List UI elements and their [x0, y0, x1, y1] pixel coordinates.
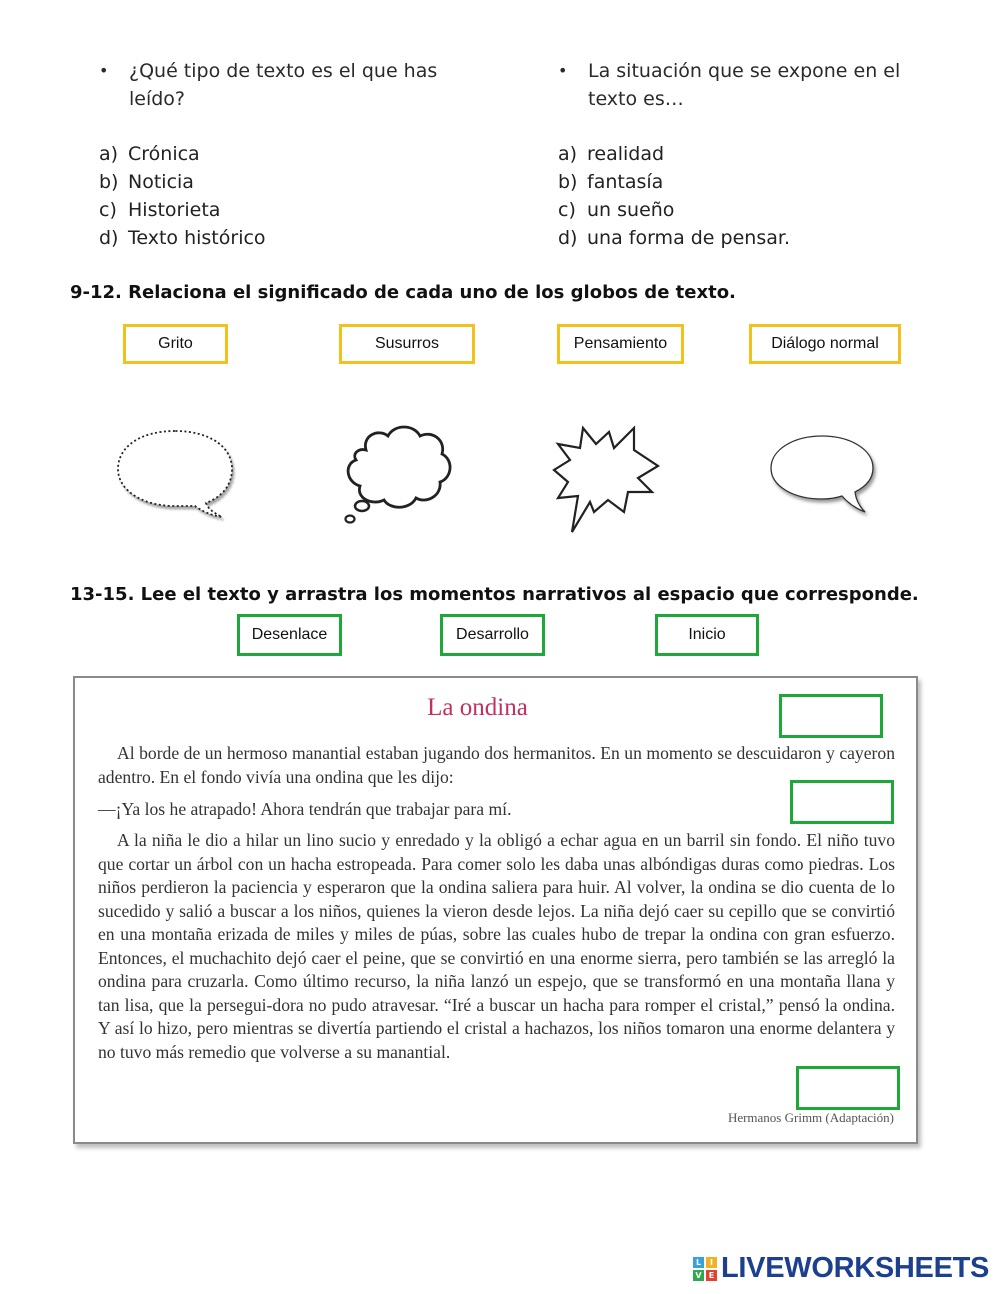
- drop-zone-3[interactable]: [796, 1066, 900, 1110]
- speech-balloon-icon: [765, 432, 880, 522]
- bullet-icon: •: [558, 61, 568, 80]
- drop-zone-1[interactable]: [779, 694, 883, 738]
- story-paragraph-2: A la niña le dio a hilar un lino sucio y enredado y la obligó a echar agua en un barril sin fondo. El niño tuvo que cortar un árbol con un hacha estropeada. Para comer solo les daba unas albóndigas duras como piedras. Los niños perdieron la paciencia y esperaron que la ondina saliera para huir. Al volver, la ondina se dio cuenta de lo sucedido y salió a buscar a los niños, quienes la vieron desde lejos. La niña dejó caer su cepillo que se convirtió en una montaña erizada de miles y miles de púas, sobre las cuales hubo de trepar la ondina con gran esfuerzo. Entonces, el muchachito dejó caer el peine, que se convirtió en una enorme sierra, pero también se las arregló la ondina para cruzarla. Como último recurso, la niña lanzó un espejo, que se transformó en una montaña llana y tan lisa, que la persegui-dora no pudo atravesar. “Iré a buscar un hacha para romper el cristal,” pensó la ondina. Y así lo hizo, pero mientras se divertía partiendo el cristal a hachazos, los niños tomaron una enorme delantera y no tuvo más remedio que volverse a su manantial.: [98, 830, 895, 1062]
- drag-label-grito[interactable]: Grito: [123, 324, 228, 364]
- liveworksheets-logo: [693, 1252, 989, 1285]
- question-right: [558, 57, 958, 117]
- question-right-prompt: La situación que se expone en el texto es…: [588, 60, 901, 110]
- logo-text: LIVEWORKSHEETS: [721, 1252, 990, 1284]
- story-credit: Hermanos Grimm (Adaptación): [727, 1110, 894, 1125]
- question-left-prompt: ¿Qué tipo de texto es el que has leído?: [129, 60, 438, 110]
- story-paragraph-1: Al borde de un hermoso manantial estaban jugando dos hermanitos. En un momento se descuidaron y cayeron adentro. En el fondo vivía una ondina que les dijo:: [98, 743, 895, 787]
- drag-label-inicio[interactable]: Inicio: [655, 614, 759, 656]
- story-dialogue: —¡Ya los he atrapado! Ahora tendrán que trabajar para mí.: [98, 799, 512, 819]
- question-left: [99, 57, 499, 117]
- drag-label-susurros[interactable]: Susurros: [339, 324, 475, 364]
- drag-label-pensamiento[interactable]: Pensamiento: [557, 324, 684, 364]
- section-narrative-title: 13-15. Lee el texto y arrastra los momentos narrativos al espacio que corresponde.: [70, 584, 919, 605]
- thought-cloud-icon: [338, 420, 458, 528]
- dotted-balloon-icon: [110, 425, 240, 525]
- drop-zone-2[interactable]: [790, 780, 894, 824]
- story-title: La ondina: [427, 694, 528, 721]
- drag-label-desenlace[interactable]: Desenlace: [237, 614, 342, 656]
- drag-label-desarrollo[interactable]: Desarrollo: [440, 614, 545, 656]
- bullet-icon: •: [99, 61, 109, 80]
- logo-badge-icon: L I V E: [693, 1257, 717, 1281]
- section-balloons-title: 9-12. Relaciona el significado de cada uno de los globos de texto.: [70, 282, 736, 303]
- drag-label-dialogo-normal[interactable]: Diálogo normal: [749, 324, 901, 364]
- shout-balloon-icon: [550, 420, 665, 535]
